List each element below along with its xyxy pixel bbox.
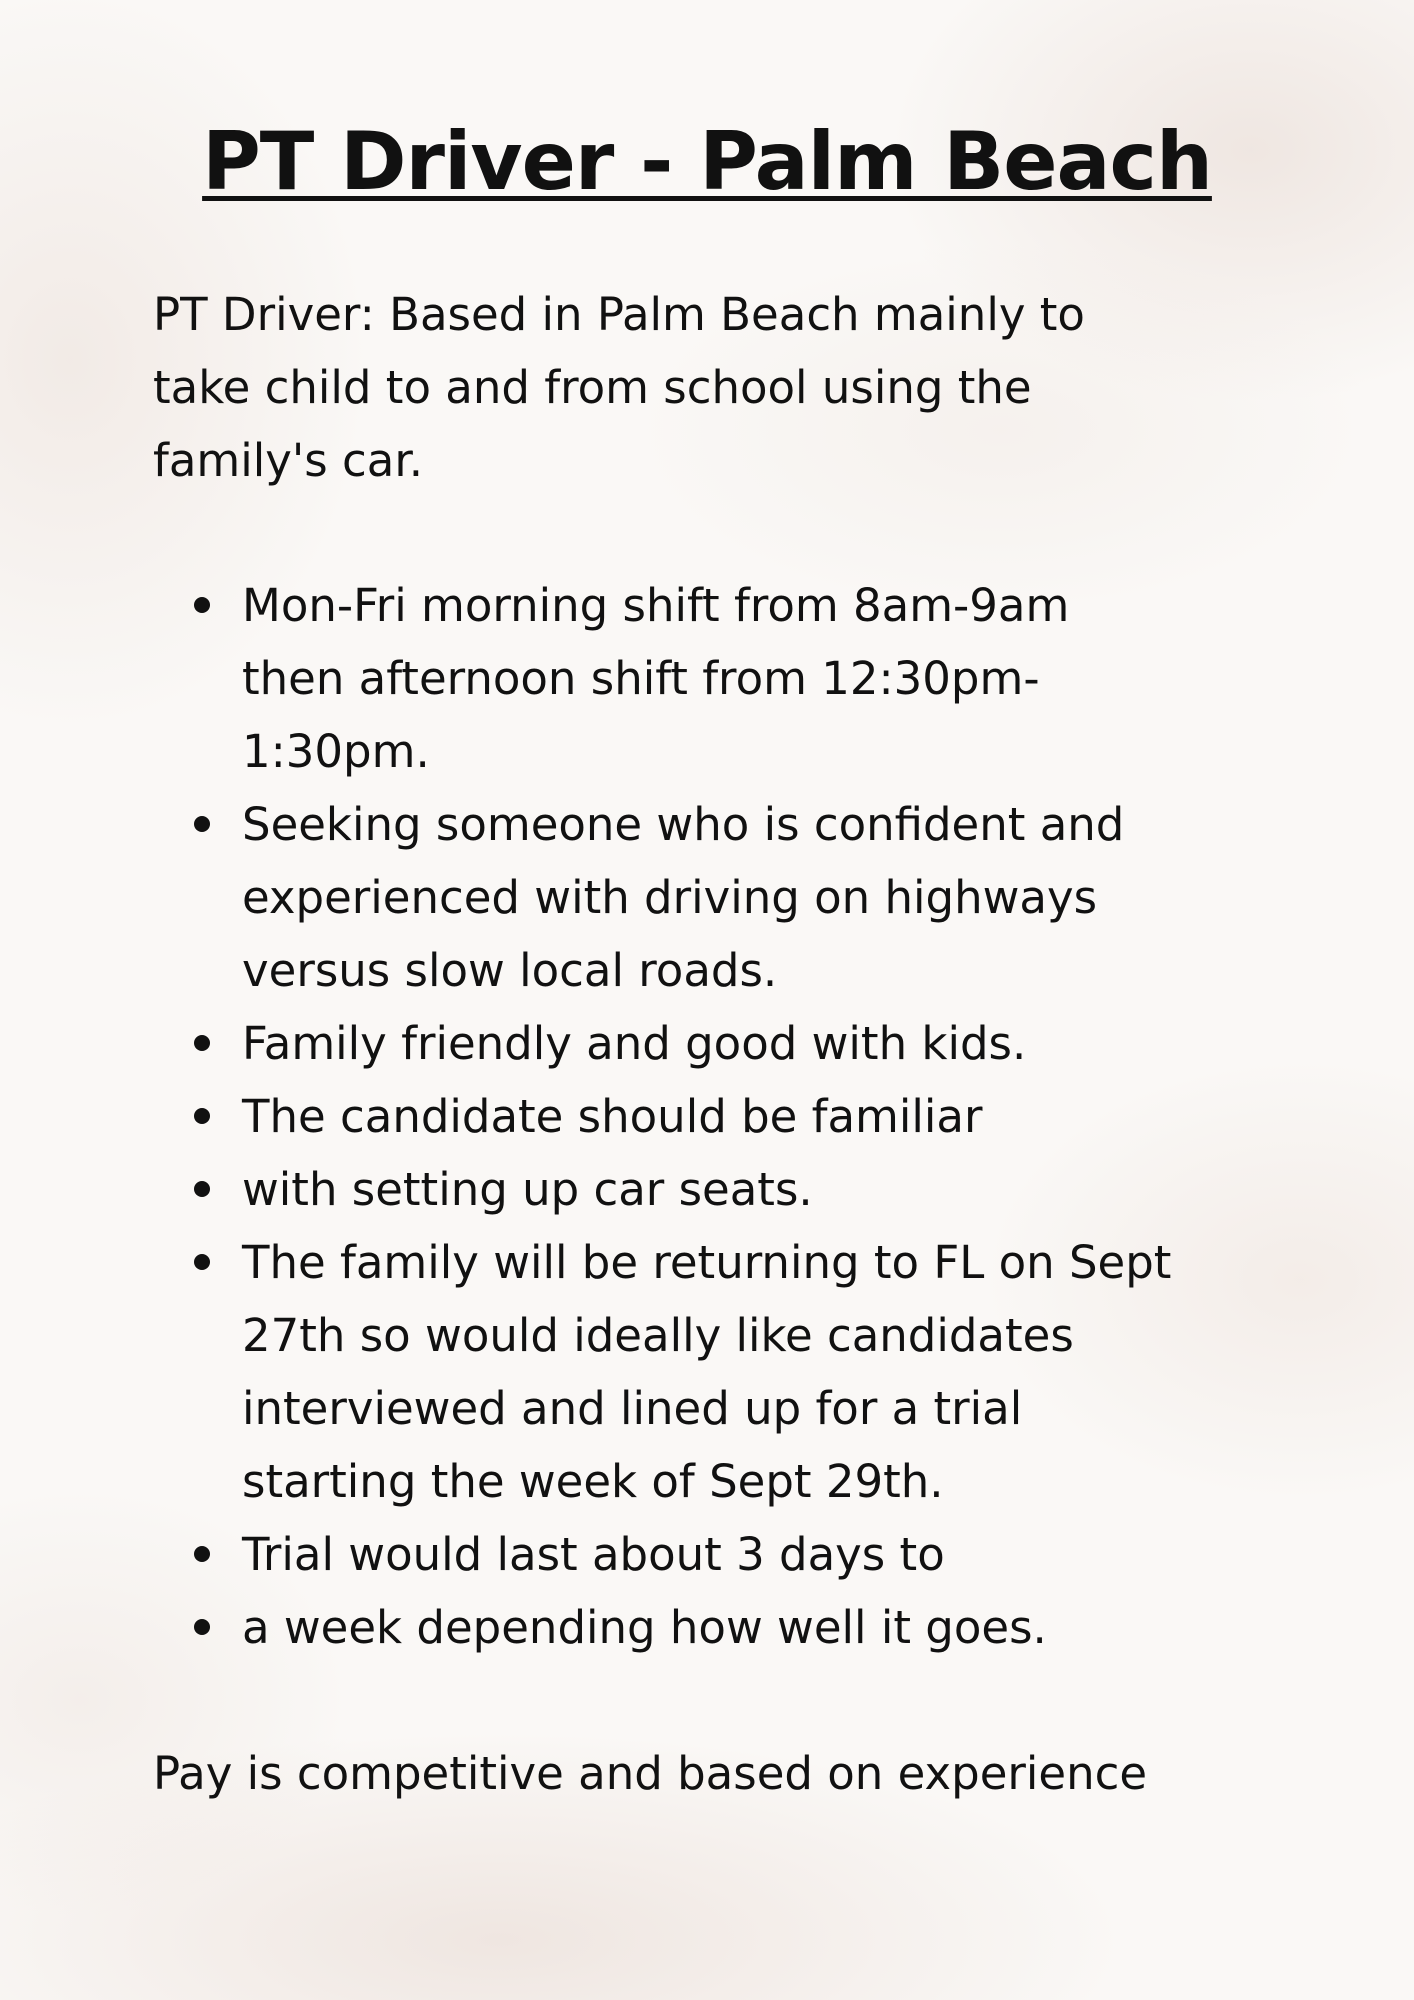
list-item-line: Trial would last about 3 days to	[242, 1528, 945, 1581]
list-item-line: a week depending how well it goes.	[242, 1601, 1047, 1654]
intro-line: family's car.	[153, 434, 423, 487]
pay-statement: Pay is competitive and based on experience	[153, 1747, 1148, 1800]
bullet-icon	[194, 1619, 210, 1635]
requirements-list	[242, 569, 1362, 1664]
list-item-line: with setting up car seats.	[242, 1163, 813, 1216]
list-item	[242, 569, 1362, 788]
list-item-line: interviewed and lined up for a trial	[242, 1382, 1023, 1435]
list-item	[242, 1518, 1362, 1591]
list-item-line: The family will be returning to FL on Sept	[242, 1236, 1172, 1289]
list-item-line: Seeking someone who is confident and	[242, 798, 1125, 851]
bullet-icon	[194, 1035, 210, 1051]
list-item-line: Mon-Fri morning shift from 8am-9am	[242, 579, 1070, 632]
bullet-icon	[194, 597, 210, 613]
intro-paragraph	[153, 278, 1303, 497]
list-item	[242, 1153, 1362, 1226]
list-item-line: 27th so would ideally like candidates	[242, 1309, 1074, 1362]
list-item	[242, 788, 1362, 1007]
list-item-line: starting the week of Sept 29th.	[242, 1455, 944, 1508]
list-item-line: then afternoon shift from 12:30pm-	[242, 652, 1040, 705]
list-item	[242, 1080, 1362, 1153]
bullet-icon	[194, 1254, 210, 1270]
list-item-line: The candidate should be familiar	[242, 1090, 983, 1143]
bullet-icon	[194, 1546, 210, 1562]
page-title: PT Driver - Palm Beach	[202, 115, 1212, 208]
list-item-line: Family friendly and good with kids.	[242, 1017, 1027, 1070]
list-item-line: versus slow local roads.	[242, 944, 778, 997]
list-item	[242, 1591, 1362, 1664]
bullet-icon	[194, 816, 210, 832]
list-item-line: 1:30pm.	[242, 725, 430, 778]
intro-line: PT Driver: Based in Palm Beach mainly to	[153, 288, 1085, 341]
intro-line: take child to and from school using the	[153, 361, 1032, 414]
bullet-icon	[194, 1108, 210, 1124]
list-item	[242, 1007, 1362, 1080]
list-item-line: experienced with driving on highways	[242, 871, 1098, 924]
list-item	[242, 1226, 1362, 1518]
bullet-icon	[194, 1181, 210, 1197]
